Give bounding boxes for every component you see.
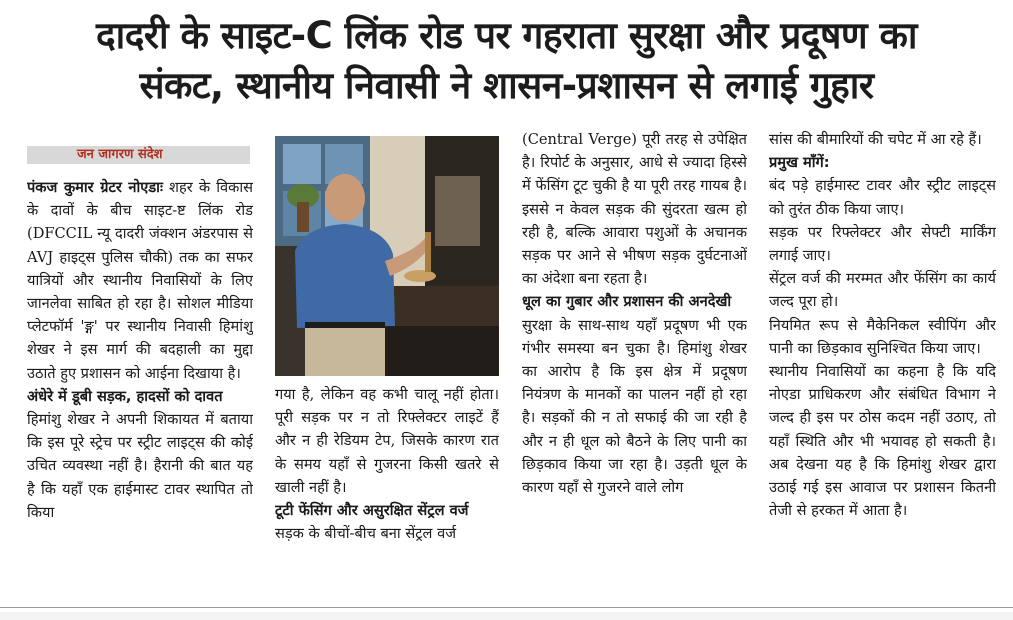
desk-label: जन जागरण संदेश — [27, 146, 250, 164]
headline — [0, 0, 1013, 122]
page-margin — [0, 612, 1013, 620]
paragraph-streetlights: हिमांशु शेखर ने अपनी शिकायत में बताया कि इस पूरे स्ट्रेच पर स्ट्रीट लाइट्स की कोई उचित व्यवस्था नहीं है। हैरानी की बात यह है कि यहाँ एक हाईमास्ट टावर स्थापित तो किया — [27, 411, 253, 521]
demand-4: नियमित रूप से मैकेनिकल स्वीपिंग और पानी का छिड़काव सुनिश्चित किया जाए। — [769, 316, 996, 357]
column-3 — [522, 128, 747, 598]
column-2 — [275, 383, 499, 598]
column-4 — [769, 128, 996, 598]
column-1 — [27, 176, 253, 598]
paragraph-no-reflectors: गया है, लेकिन वह कभी चालू नहीं होता। पूरी सड़क पर न तो रिफ्लेक्टर लाइटें हैं और न ही रेडियम टेप, जिसके कारण रात के समय यहाँ से गुजरना किसी खतरे से खाली नहीं है। — [275, 386, 499, 496]
headline-line-1: दादरी के साइट-C लिंक रोड पर गहराता सुरक्षा और प्रदूषण का — [96, 14, 917, 57]
photo-illustration — [275, 136, 499, 376]
demand-3: सेंट्रल वर्ज की मरम्मत और फेंसिंग का कार्य जल्द पूरा हो। — [769, 270, 996, 311]
paragraph-verge: (Central Verge) पूरी तरह से उपेक्षित है। रिपोर्ट के अनुसार, आधे से ज्यादा हिस्से में फेंसिंग टूट चुकी है या पूरी तरह गायब है। इससे न केवल सड़क की सुंदरता खत्म हो रही है, बल्कि आवारा पशुओं के अचानक सड़क पर आने से भीषण सड़क दुर्घटनाओं का अंदेशा बना रहता है। — [522, 131, 747, 288]
lead-text: शहर के विकास के दावों के बीच साइट-ष्ट लिंक रोड (DFCCIL न्यू दादरी जंक्शन अंडरपास से AVJ हाइट्स पुलिस चौकी) तक का सफर यात्रियों और स्थानीय निवासियों के लिए जानलेवा साबित हो रहा है। सोशल मीडिया प्लेटफॉर्म 'ङ्ग' पर स्थानीय निवासी हिमांशु शेखर ने इस मार्ग की बदहाली का मुद्दा उठाते हुए प्रशासन को आईना दिखाया है। — [27, 179, 253, 382]
demand-2: सड़क पर रिफ्लेक्टर और सेफ्टी मार्किंग लगाई जाए। — [769, 223, 996, 265]
subheading-fencing: टूटी फेंसिंग और असुरक्षित सेंट्रल वर्ज — [275, 502, 469, 520]
news-photo — [275, 136, 499, 376]
paragraph-closing: स्थानीय निवासियों का कहना है कि यदि नोएडा प्राधिकरण और संबंधित विभाग ने जल्द ही इस पर ठोस कदम नहीं उठाए, तो यहाँ स्थिति और भी भयावह हो सकती है। अब देखना यह है कि हिमांशु शेखर द्वारा उठाई गई इस आवाज पर प्रशासन कितनी तेजी से हरकत में आता है। — [769, 363, 996, 520]
subheading-dark-road: अंधेरे में डूबी सड़क, हादसों को दावत — [27, 387, 223, 405]
headline-line-2: संकट, स्थानीय निवासी ने शासन-प्रशासन से लगाई गुहार — [139, 64, 874, 107]
lead-paragraph — [27, 176, 253, 385]
demand-1: बंद पड़े हाईमास्ट टावर और स्ट्रीट लाइट्स को तुरंत ठीक किया जाए। — [769, 177, 996, 218]
byline: पंकज कुमार ग्रेटर नोएडाः — [27, 179, 163, 196]
paragraph-verge-start: सड़क के बीचों-बीच बना सेंट्रल वर्ज — [275, 525, 457, 543]
subheading-demands: प्रमुख माँगें: — [769, 154, 830, 172]
bottom-rule — [0, 607, 1013, 608]
subheading-dust: धूल का गुबार और प्रशासन की अनदेखी — [522, 293, 732, 311]
paragraph-pollution: सुरक्षा के साथ-साथ यहाँ प्रदूषण भी एक गंभीर समस्या बन चुका है। हिमांशु शेखर का आरोप है कि इस क्षेत्र में प्रदूषण नियंत्रण के मानकों का पालन नहीं हो रहा है। सड़कों की न तो सफाई की जा रही है और न ही धूल को बैठने के लिए पानी का छिड़काव किया जा रहा है। उड़ती धूल के कारण यहाँ से गुजरने वाले लोग — [522, 316, 747, 497]
paragraph-respiratory: सांस की बीमारियों की चपेट में आ रहे हैं। — [769, 131, 982, 148]
